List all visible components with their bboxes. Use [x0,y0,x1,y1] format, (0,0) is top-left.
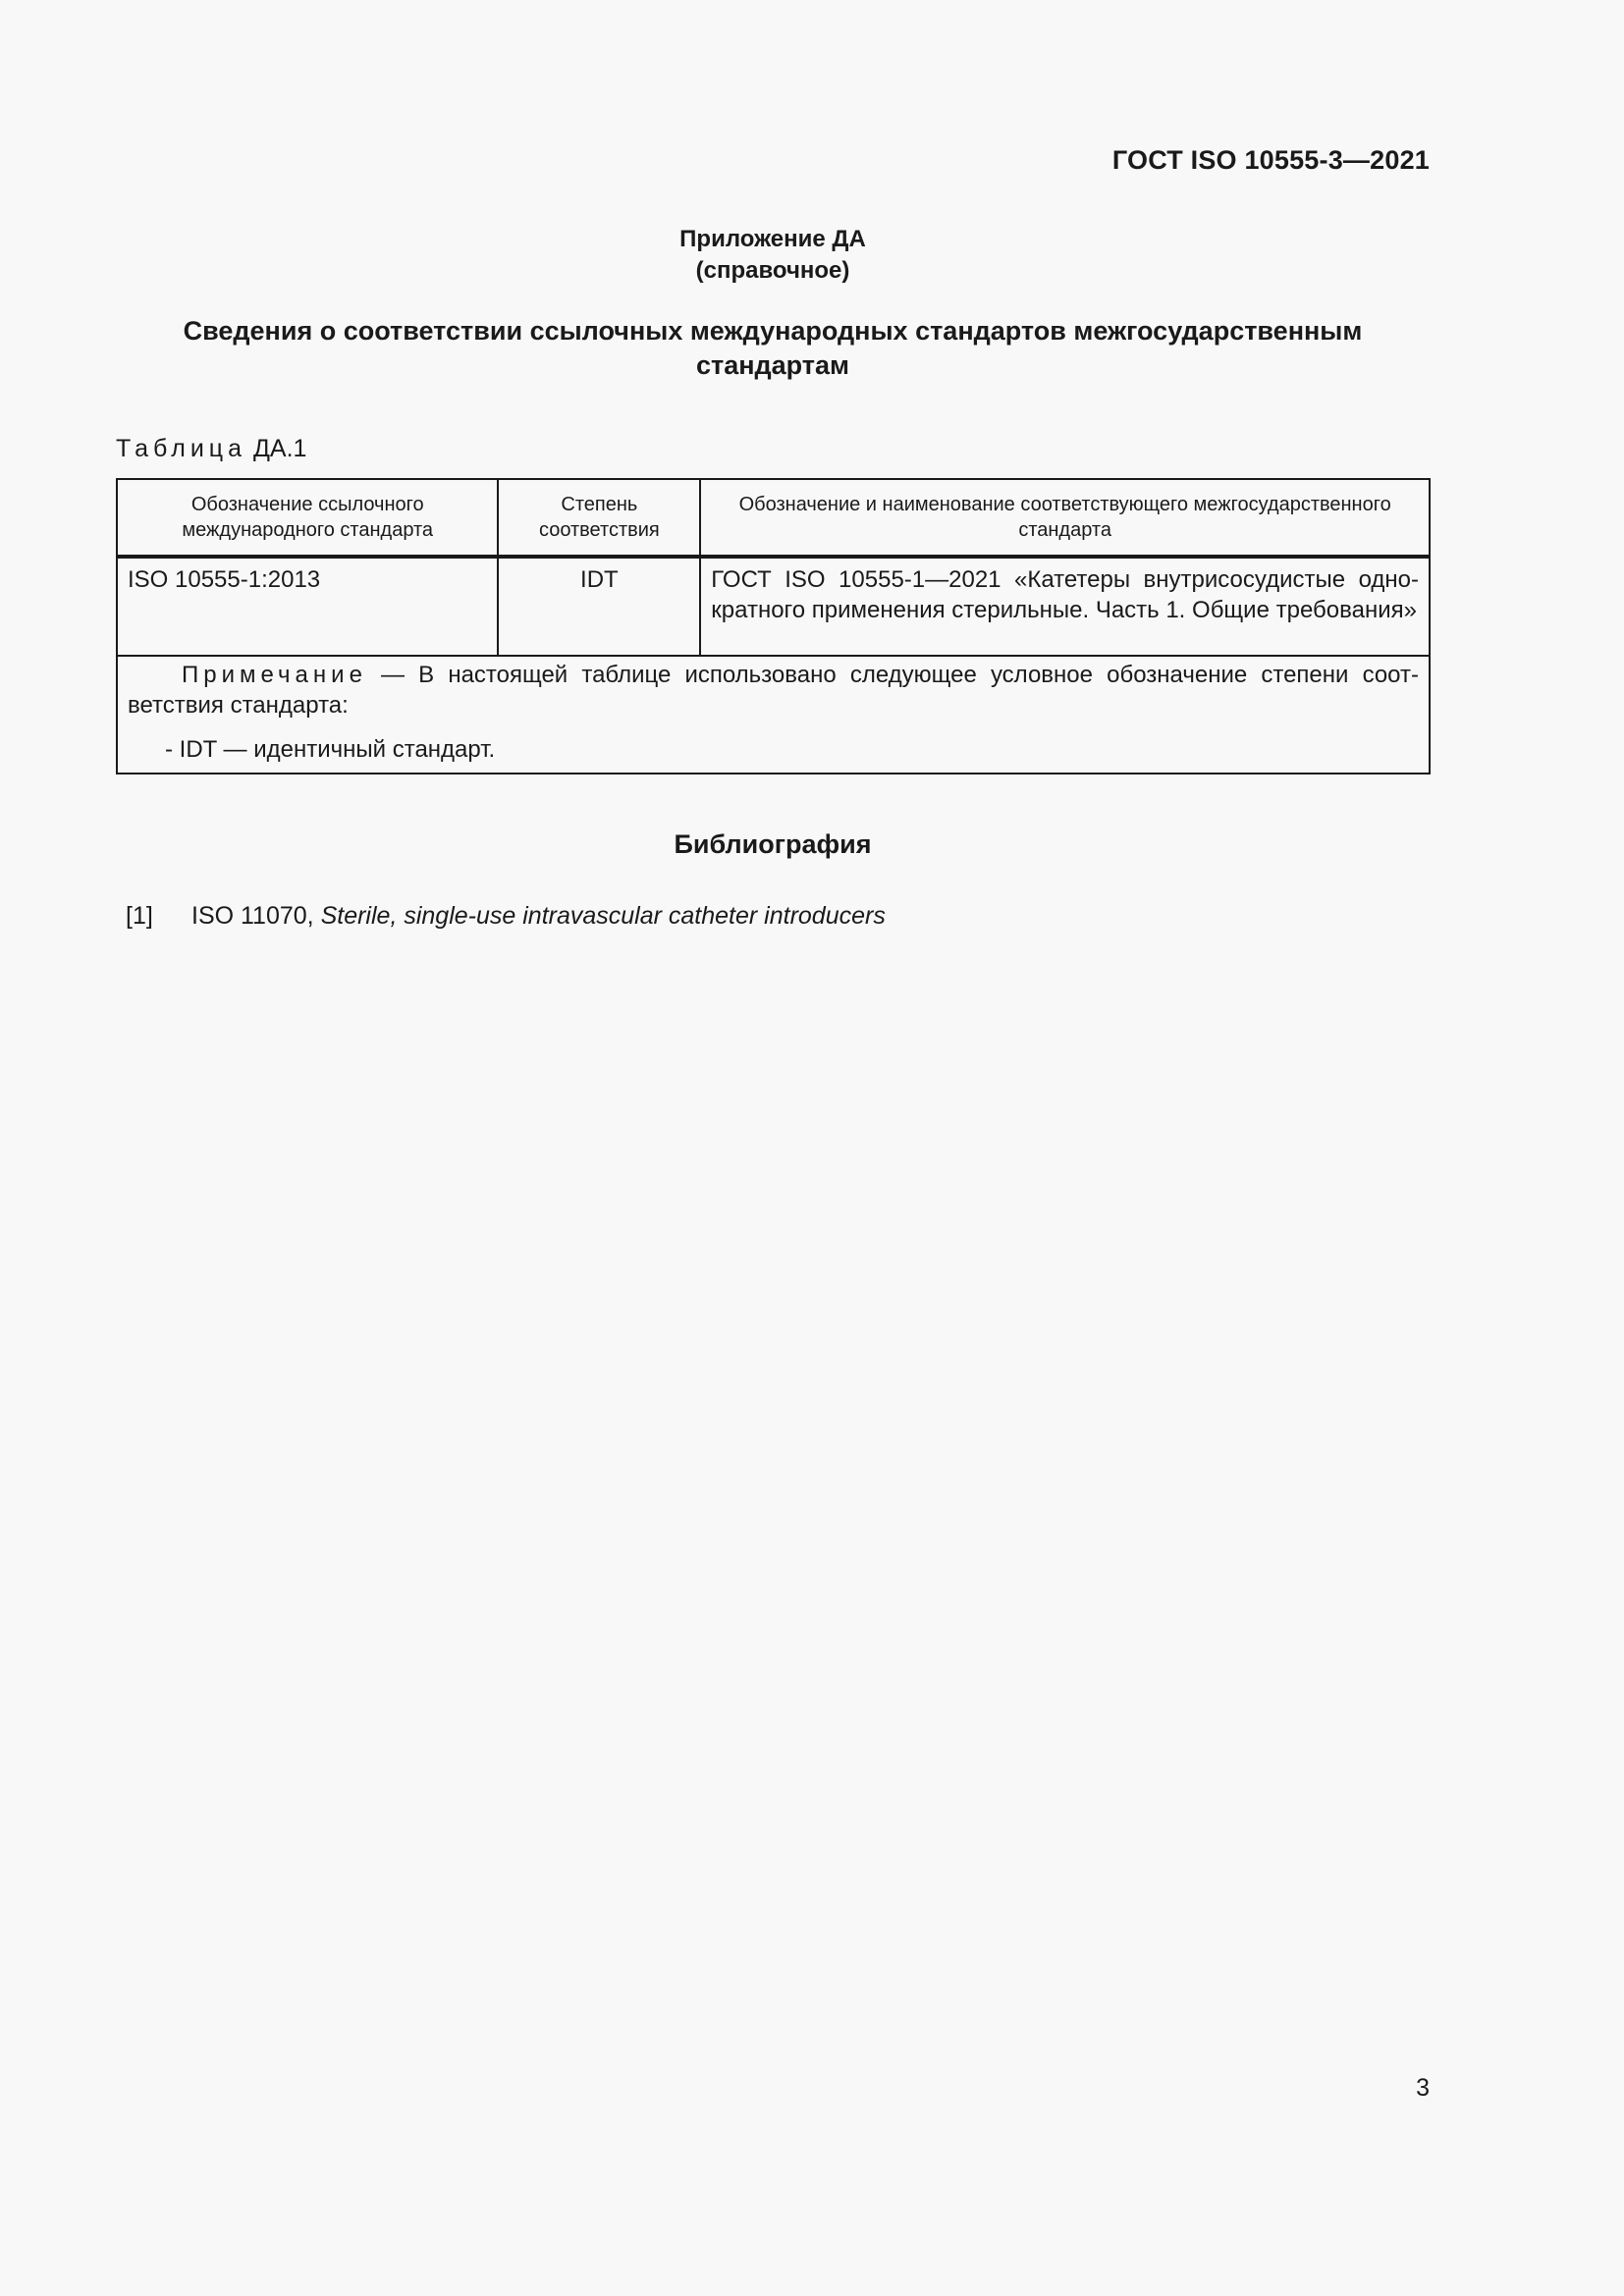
bibliography-entry-code: ISO 11070, [191,902,314,930]
section-title: Сведения о соответствии ссылочных международных стандартов межгосударственным стандартам [183,316,1363,380]
table-header-row [117,479,1430,556]
correspondence-table [116,478,1431,774]
annex-subtitle: (справочное) [695,257,850,284]
table-row [117,558,1430,656]
table-note [117,656,1430,774]
bibliography-entry [126,902,886,931]
header-ref-standard: Обозначение ссылочного международного стандарта [117,479,498,556]
table-caption-label: Таблица [116,435,247,462]
table-caption-number: ДА.1 [252,435,307,462]
page-number: 3 [1416,2074,1430,2102]
cell-national-standard: ГОСТ ISO 10555-1—2021 «Катетеры внутрисосудистые однократного применения стерильные. Часть 1. Общие требования» [700,558,1430,656]
header-national-standard: Обозначение и наименование соответствующего межгосударственного стандарта [700,479,1430,556]
bibliography-entry-number: [1] [126,902,153,930]
note-label: Примечание [182,662,367,688]
header-degree: Степень соответствия [498,479,700,556]
cell-ref-standard: ISO 10555-1:2013 [117,558,498,656]
note-item: - IDT — идентичный стандарт. [165,736,496,763]
annex-heading [0,224,1545,287]
annex-title: Приложение ДА [679,226,866,252]
note-text: — В настоящей таблице использовано следующее условное обозначение степени соответствия стандарта: [128,662,1419,719]
document-code: ГОСТ ISO 10555-3—2021 [1111,145,1430,175]
table-note-row [117,656,1430,774]
bibliography-title: Библиография [674,829,872,859]
table-caption [116,435,306,463]
bibliography-entry-title: Sterile, single-use intravascular catheter introducers [320,902,886,930]
cell-degree: IDT [498,558,700,656]
